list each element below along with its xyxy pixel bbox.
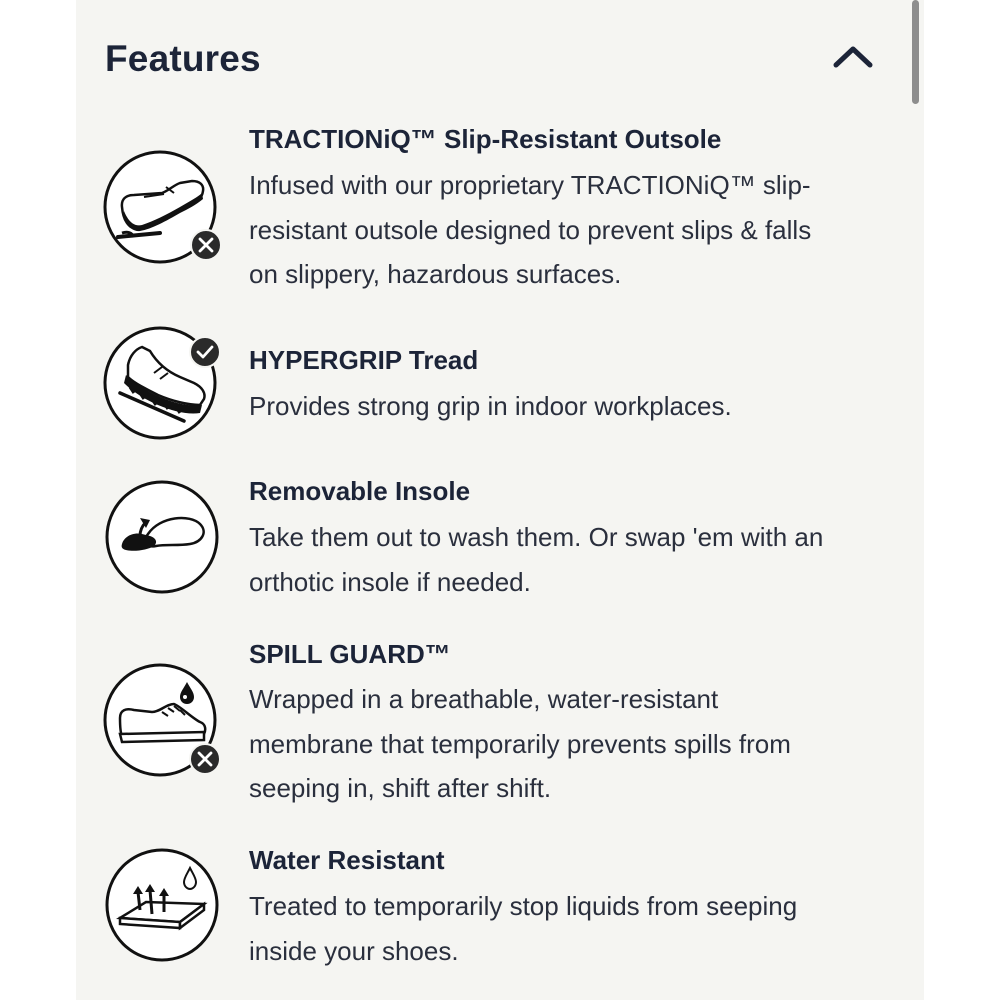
- insole-icon: [104, 480, 220, 596]
- membrane-icon: [104, 848, 220, 964]
- feature-title: Removable Insole: [249, 476, 471, 506]
- scrollbar[interactable]: [912, 0, 919, 104]
- feature-title: SPILL GUARD™: [249, 639, 451, 669]
- feature-description: Provides strong grip in indoor workplaces.: [249, 391, 732, 421]
- x-badge-icon: [190, 744, 220, 774]
- feature-title: TRACTIONiQ™ Slip-Resistant Outsole: [249, 124, 722, 154]
- feature-description: Treated to temporarily stop liquids from seeping inside your shoes.: [249, 891, 798, 966]
- collapse-button[interactable]: [828, 36, 878, 76]
- feature-description: Infused with our proprietary TRACTIONiQ™ slip- resistant outsole designed to prevent slips & falls on slippery, hazardous surfaces.: [249, 170, 812, 289]
- section-title: Features: [105, 38, 261, 79]
- feature-description: Take them out to wash them. Or swap 'em with an orthotic insole if needed.: [249, 522, 824, 597]
- check-badge-icon: [190, 337, 220, 367]
- chevron-up-icon: [832, 43, 874, 69]
- feature-title: HYPERGRIP Tread: [249, 345, 479, 375]
- x-badge-icon: [191, 230, 221, 260]
- gripping-shoe-icon: [104, 325, 220, 441]
- slipping-shoe-icon: [104, 149, 220, 265]
- feature-title: Water Resistant: [249, 845, 445, 875]
- feature-description: Wrapped in a breathable, water-resistant membrane that temporarily prevents spills from seeping in, shift after shift.: [249, 684, 791, 803]
- sneaker-drop-icon: [104, 662, 220, 778]
